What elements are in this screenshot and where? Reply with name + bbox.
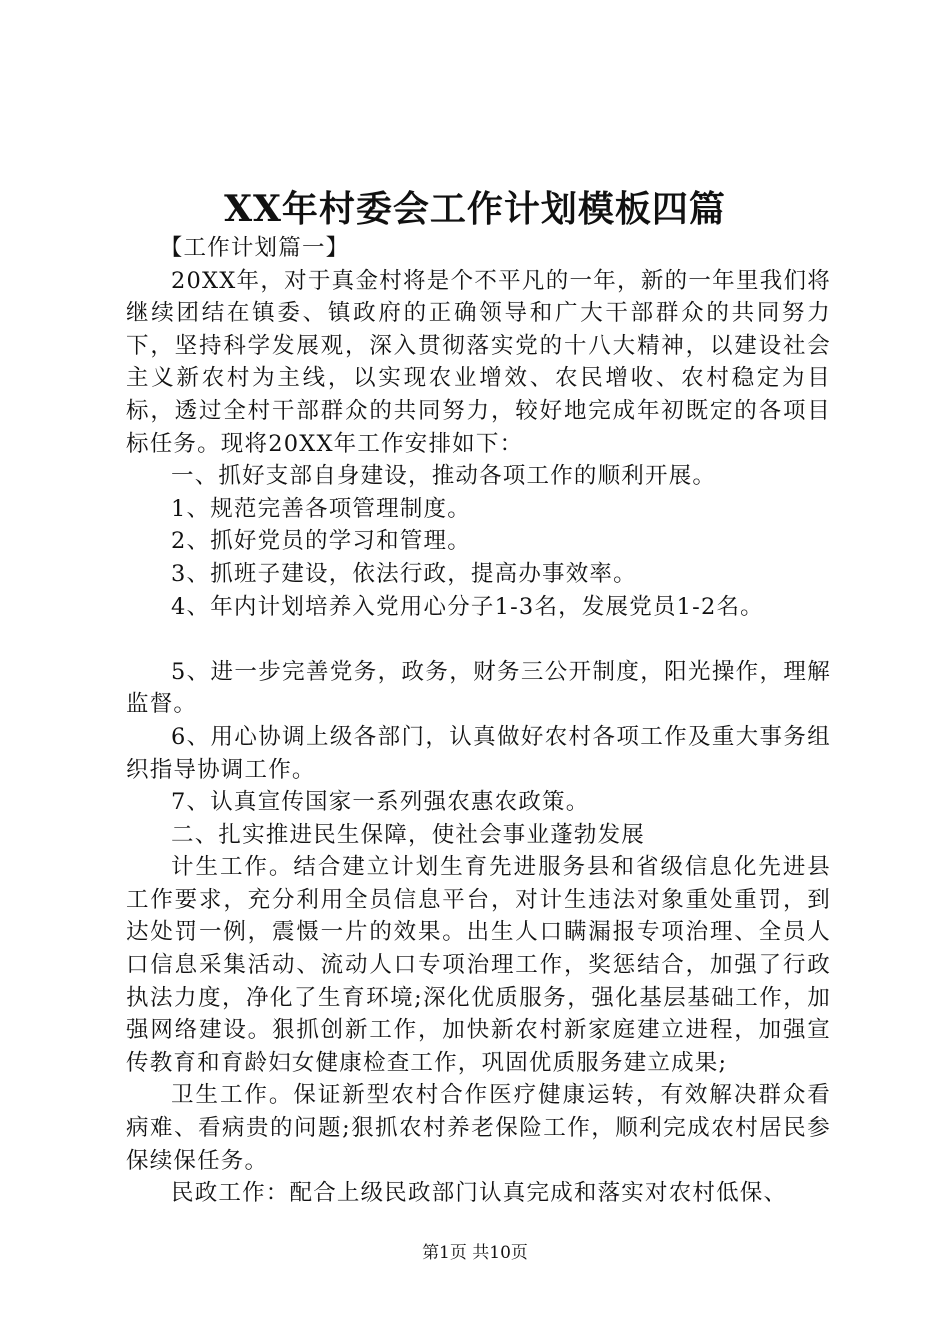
paragraph-intro: 20XX年，对于真金村将是个不平凡的一年，新的一年里我们将继续团结在镇委、镇政府的正确领导和广大干部群众的共同努力下，坚持科学发展观，深入贯彻落实党的十八大精神，以建设社会主义新农村为主线，以实现农业增效、农民增收、农村稳定为目标，透过全村干部群众的共同努力，较好地完成年初既定的各项目标任务。现将20XX年工作安排如下： bbox=[126, 267, 831, 457]
paragraph-family-planning: 计生工作。结合建立计划生育先进服务县和省级信息化先进县工作要求，充分利用全员信息平台，对计生违法对象重处重罚，到达处罚一例，震慑一片的效果。出生人口瞒漏报专项治理、全员人口信息采集活动、流动人口专项治理工作，奖惩结合，加强了行政执法力度，净化了生育环境;深化优质服务，强化基层基础工作，加强网络建设。狠抓创新工作，加快新农村新家庭建立进程，加强宣传教育和育龄妇女健康检查工作，巩固优质服务建立成果; bbox=[126, 854, 831, 1076]
section-heading: 【工作计划篇一】 bbox=[159, 235, 350, 261]
document-body bbox=[126, 232, 831, 1210]
document-title: XX年村委会工作计划模板四篇 bbox=[224, 188, 726, 230]
list-item-6: 6、用心协调上级各部门，认真做好农村各项工作及重大事务组织指导协调工作。 bbox=[126, 723, 831, 783]
list-item-3: 3、抓班子建设，依法行政，提高办事效率。 bbox=[171, 560, 637, 587]
list-item-4: 4、年内计划培养入党用心分子1-3名，发展党员1-2名。 bbox=[171, 593, 764, 620]
list-item-2: 2、抓好党员的学习和管理。 bbox=[171, 528, 471, 555]
paragraph-health: 卫生工作。保证新型农村合作医疗健康运转，有效解决群众看病难、看病贵的问题;狠抓农村养老保险工作，顺利完成农村居民参保续保任务。 bbox=[126, 1082, 831, 1174]
list-item-1: 1、规范完善各项管理制度。 bbox=[171, 495, 471, 522]
heading-part-one: 一、抓好支部自身建设，推动各项工作的顺利开展。 bbox=[171, 463, 717, 490]
list-item-5: 5、进一步完善党务，政务，财务三公开制度，阳光操作，理解监督。 bbox=[126, 658, 831, 718]
list-item-7: 7、认真宣传国家一系列强农惠农政策。 bbox=[171, 789, 590, 816]
paragraph-civil-affairs: 民政工作：配合上级民政部门认真完成和落实对农村低保、 bbox=[171, 1180, 788, 1207]
heading-part-two: 二、扎实推进民生保障，使社会事业蓬勃发展 bbox=[171, 821, 646, 848]
page-footer: 第1页 共10页 bbox=[422, 1243, 528, 1263]
